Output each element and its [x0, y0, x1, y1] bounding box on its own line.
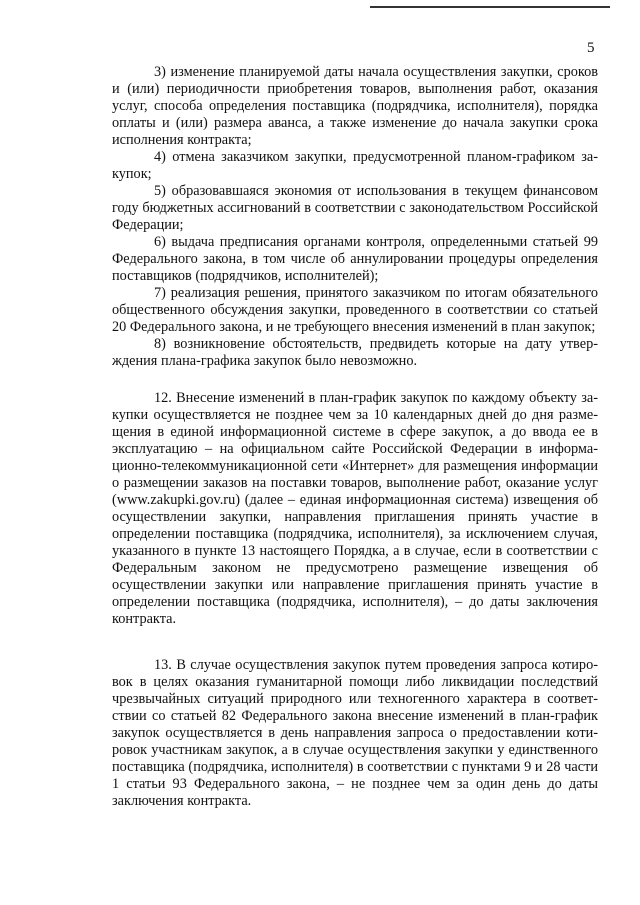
paragraph-item-5: 5) образовавшаяся экономия от использования в текущем финансовом году бюджетных ассигнований в соответствии с законодательством Российской Федерации; — [112, 183, 598, 233]
paragraph-item-8: 8) возникновение обстоятельств, предвидеть которые на дату утверждения плана-графика закупок было невозможно. — [112, 336, 598, 369]
paragraph-item-3: 3) изменение планируемой даты начала осуществления закупки, сроков и (или) периодичности приобретения товаров, выполнения работ, оказания услуг, способа определения поставщика (подрядчика, исполнителя), порядка оплаты и (или) размера аванса, а также изменение до начала закупки срока исполнения контракта; — [112, 64, 598, 148]
paragraph-item-6: 6) выдача предписания органами контроля, определенными статьей 99 Федерального закона, в том числе об аннулировании процедуры определения поставщиков (подрядчиков, исполнителей); — [112, 234, 598, 284]
document-body — [112, 64, 598, 810]
page-number: 5 — [587, 40, 595, 56]
header-rule — [370, 6, 610, 8]
paragraph-item-4: 4) отмена заказчиком закупки, предусмотренной планом-графиком закупок; — [112, 149, 598, 182]
paragraph-clause-13: 13. В случае осуществления закупок путем проведения запроса котировок в целях оказания гуманитарной помощи либо ликвидации последствий чрезвычайных ситуаций природного или техногенного характера в соответствии со статьей 82 Федерального закона внесение изменений в план-график закупок осуществляется в день направления запроса о предоставлении котировок участникам закупок, а в случае осуществления закупки у единственного поставщика (подрядчика, исполнителя) в соответствии с пунктами 9 и 28 части 1 статьи 93 Федерального закона, – не позднее чем за один день до даты заключения контракта. — [112, 657, 598, 809]
paragraph-item-7: 7) реализация решения, принятого заказчиком по итогам обязательного общественного обсуждения закупки, проведенного в соответствии со статьей 20 Федерального закона, и не требующего внесения изменений в план закупок; — [112, 285, 598, 335]
paragraph-clause-12: 12. Внесение изменений в план-график закупок по каждому объекту закупки осуществляется не позднее чем за 10 календарных дней до дня размещения в единой информационной системе в сфере закупок, а до ввода ее в эксплуатацию – на официальном сайте Российской Федерации в информационно-телекоммуникационной сети «Интернет» для размещения информации о размещении заказов на поставки товаров, выполнение работ, оказание услуг (www.zakupki.gov.ru) (далее – единая информационная система) извещения об осуществлении закупки, направления приглашения принять участие в определении поставщика (подрядчика, исполнителя), за исключением случая, указанного в пункте 13 настоящего Порядка, а в случае, если в соответствии с Федеральным законом не предусмотрено размещение извещения об осуществлении закупки или направление приглашения принять участие в определении поставщика (подрядчика, исполнителя), – до даты заключения контракта. — [112, 390, 598, 627]
